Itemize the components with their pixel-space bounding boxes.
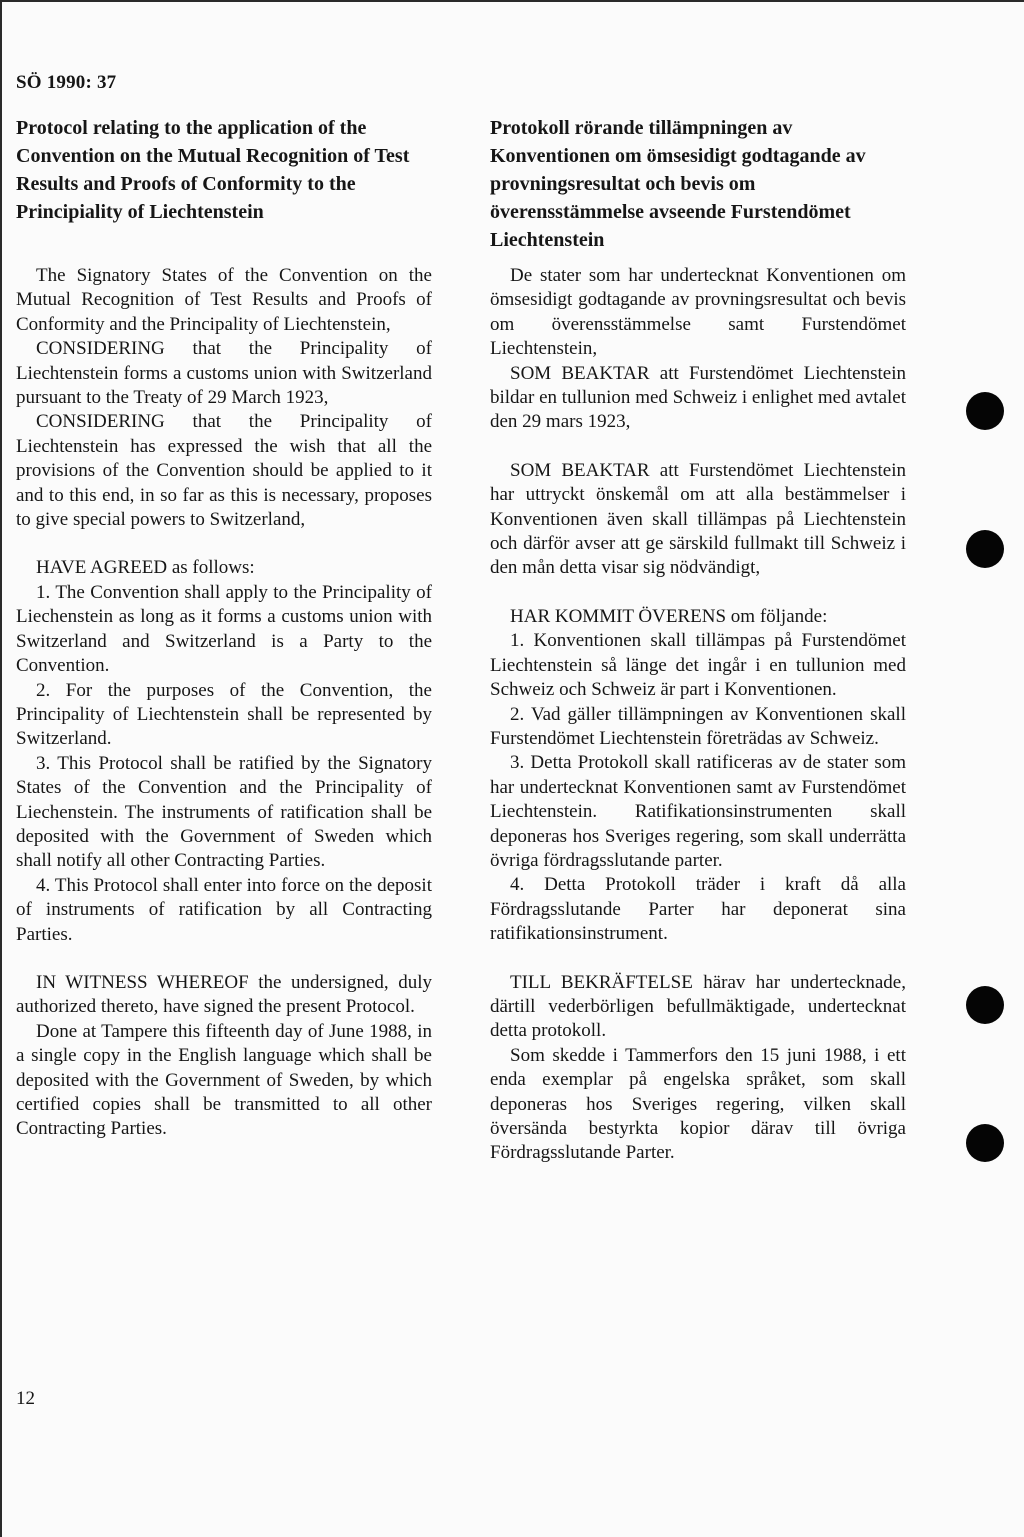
english-title: Protocol relating to the application of the Convention on the Mutual Recognition of Test Results and Proofs of Conformity to the Principiality of Liechtenstein <box>16 117 410 223</box>
swedish-preamble-3: SOM BEAKTAR att Furstendömet Liechtenstein har uttryckt önskemål om att alla bestämmelser i Konventionen även skall tillämpas på Liechtenstein och därför avser att ge särskild fullmakt till Schweiz i den mån detta visar sig nödvändigt, <box>490 459 906 579</box>
swedish-title: Protokoll rörande tillämpningen av Konventionen om ömsesidigt godtagande av provningsresultat och bevis om överensstämmelse avseende Furstendömet Liechtenstein <box>490 117 866 251</box>
swedish-article-1: 1. Konventionen skall tillämpas på Furstendömet Liechtenstein så länge det ingår i en tullunion med Schweiz och Schweiz är part i Konventionen. <box>490 630 906 701</box>
english-done-clause: Done at Tampere this fifteenth day of June 1988, in a single copy in the English language which shall be deposited with the Government of Sweden, by which certified copies shall be transmitted to all other Contracting Parties. <box>16 1020 432 1140</box>
page-number: 12 <box>16 1388 35 1409</box>
swedish-witness-clause: TILL BEKRÄFTELSE härav har undertecknade, därtill vederbörligen befullmäktigade, undertecknat detta protokoll. <box>490 971 906 1042</box>
swedish-preamble-2: SOM BEAKTAR att Furstendömet Liechtenstein bildar en tullunion med Schweiz i enlighet med avtalet den 29 mars 1923, <box>490 362 906 433</box>
swedish-article-4: 4. Detta Protokoll träder i kraft då alla Fördragsslutande Parter har deponerat sina ratifikationsinstrument. <box>490 874 906 945</box>
punch-hole-marker <box>966 1124 1004 1162</box>
swedish-preamble-1: De stater som har undertecknat Konventionen om ömsesidigt godtagande av provningsresultat och bevis om överensstämmelse samt Furstendömet Liechtenstein, <box>490 265 906 360</box>
swedish-article-2: 2. Vad gäller tillämpningen av Konventionen skall Furstendömet Liechtenstein företrädas av Schweiz. <box>490 703 906 749</box>
english-column <box>16 114 432 1142</box>
document-reference: SÖ 1990: 37 <box>16 72 117 93</box>
swedish-column <box>490 114 906 1166</box>
english-article-4: 4. This Protocol shall enter into force on the deposit of instruments of ratification by all Contracting Parties. <box>16 874 432 945</box>
english-preamble-2: CONSIDERING that the Principality of Liechtenstein forms a customs union with Switzerland pursuant to the Treaty of 29 March 1923, <box>16 338 432 409</box>
english-article-2: 2. For the purposes of the Convention, the Principality of Liechtenstein shall be represented by Switzerland. <box>16 679 432 750</box>
english-article-1: 1. The Convention shall apply to the Principality of Liechenstein as long as it forms a customs union with Switzerland and Switzerland is a Party to the Convention. <box>16 581 432 677</box>
swedish-done-clause: Som skedde i Tammerfors den 15 juni 1988, i ett enda exemplar på engelska språket, som skall deponeras hos Sveriges regering, vilken skall översända bestyrkta kopior därav till övriga Fördragsslutande Parter. <box>490 1044 906 1164</box>
punch-hole-marker <box>966 530 1004 568</box>
swedish-article-3: 3. Detta Protokoll skall ratificeras av de stater som har undertecknat Konventionen samt av Furstendömet Liechtenstein. Ratifikationsinstrumenten skall deponeras hos Sveriges regering, som skall underrätta övriga fördragsslutande parter. <box>490 752 906 871</box>
english-preamble-3: CONSIDERING that the Principality of Liechtenstein has expressed the wish that all the provisions of the Convention should be applied to it and to this end, in so far as this is necessary, proposes to give special powers to Switzerland, <box>16 411 432 531</box>
english-witness-clause: IN WITNESS WHEREOF the undersigned, duly authorized thereto, have signed the present Protocol. <box>16 971 432 1018</box>
english-article-3: 3. This Protocol shall be ratified by the Signatory States of the Convention and the Principality of Liechenstein. The instruments of ratification shall be deposited with the Government of Sweden which shall notify all other Contracting Parties. <box>16 752 432 872</box>
swedish-agreement-intro: HAR KOMMIT ÖVERENS om följande: <box>510 605 828 627</box>
english-preamble-1: The Signatory States of the Convention on the Mutual Recognition of Test Results and Proofs of Conformity and the Principality of Liechtenstein, <box>16 265 432 335</box>
punch-hole-marker <box>966 986 1004 1024</box>
punch-hole-marker <box>966 392 1004 430</box>
english-agreement-intro: HAVE AGREED as follows: <box>36 557 255 579</box>
